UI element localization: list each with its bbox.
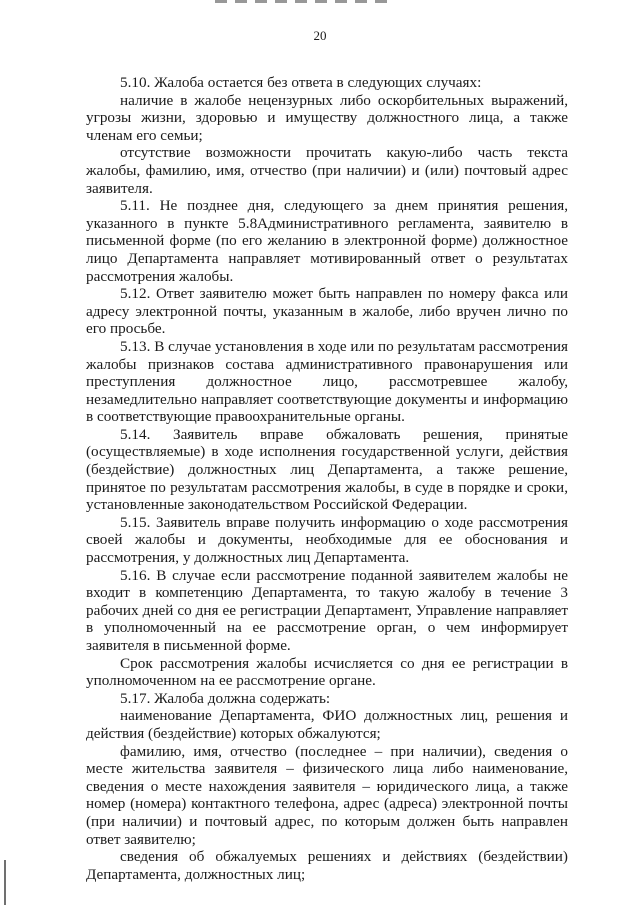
paragraph-5-11: 5.11. Не позднее дня, следующего за днем принятия решения, указанного в пункте 5.8Административного регламента, заявителю в письменной форме (по его желанию в электронной форме) должностное лицо Департамента направляет мотивированный ответ о результатах рассмотрения жалобы. bbox=[86, 197, 568, 285]
paragraph-5-16: 5.16. В случае если рассмотрение поданной заявителем жалобы не входит в компетенцию Департамента, то такую жалобу в течение 3 рабочих дней со дня ее регистрации Департамент, Управление направляет в уполномоченный на ее рассмотрение орган, о чем информирует заявителя в письменной форме. bbox=[86, 566, 568, 654]
paragraph-5-12: 5.12. Ответ заявителю может быть направлен по номеру факса или адресу электронной почты, указанным в жалобе, либо вручен лично по его просьбе. bbox=[86, 285, 568, 338]
paragraph-5-17: 5.17. Жалоба должна содержать: bbox=[120, 689, 331, 707]
paragraph-applicant-details: фамилию, имя, отчество (последнее – при наличии), сведения о месте жительства заявителя – физического лица либо наименование, сведения о месте нахождения заявителя – юридического лица, а также номер (номера) контактного телефона, адрес (адреса) электронной почты (при наличии) и почтовый адрес, по которым должен быть направлен ответ заявителю; bbox=[86, 742, 568, 848]
paragraph-5-13: 5.13. В случае установления в ходе или по результатам рассмотрения жалобы признаков состава административного правонарушения или преступления должностное лицо, рассмотревшее жалобу, незамедлительно направляет соответствующие документы и информацию в соответствующие правоохранительные органы. bbox=[86, 337, 568, 426]
paragraph-department-name: наименование Департамента, ФИО должностных лиц, решения и действия (бездействие) которых обжалуются; bbox=[86, 707, 568, 742]
paragraph-obscene-language: наличие в жалобе нецензурных либо оскорбительных выражений, угрозы жизни, здоровью и имуществу должностного лица, а также членам его семьи; bbox=[86, 91, 568, 144]
paragraph-unreadable-text: отсутствие возможности прочитать какую-либо часть текста жалобы, фамилию, имя, отчество (при наличии) и (или) почтовый адрес заявителя. bbox=[86, 144, 568, 197]
paragraph-5-10: 5.10. Жалоба остается без ответа в следующих случаях: bbox=[120, 74, 482, 91]
document-body bbox=[86, 74, 568, 883]
scan-artifact-left bbox=[4, 860, 6, 905]
paragraph-5-14: 5.14. Заявитель вправе обжаловать решения, принятые (осуществляемые) в ходе исполнения государственной услуги, действия (бездействие) должностных лиц Департамента, а также решение, принятое по результатам рассмотрения жалобы, в суде в порядке и сроки, установленные законодательством Российской Федерации. bbox=[86, 425, 568, 514]
paragraph-appealed-decisions: сведения об обжалуемых решениях и действиях (бездействии) Департамента, должностных лиц; bbox=[86, 848, 568, 883]
page-number: 20 bbox=[313, 28, 327, 43]
scan-artifact-top bbox=[215, 0, 395, 3]
paragraph-5-15: 5.15. Заявитель вправе получить информацию о ходе рассмотрения своей жалобы и документы, необходимые для ее обоснования и рассмотрения, у должностных лиц Департамента. bbox=[86, 513, 568, 567]
paragraph-review-period: Срок рассмотрения жалобы исчисляется со дня ее регистрации в уполномоченном на ее рассмотрение органе. bbox=[86, 654, 568, 690]
